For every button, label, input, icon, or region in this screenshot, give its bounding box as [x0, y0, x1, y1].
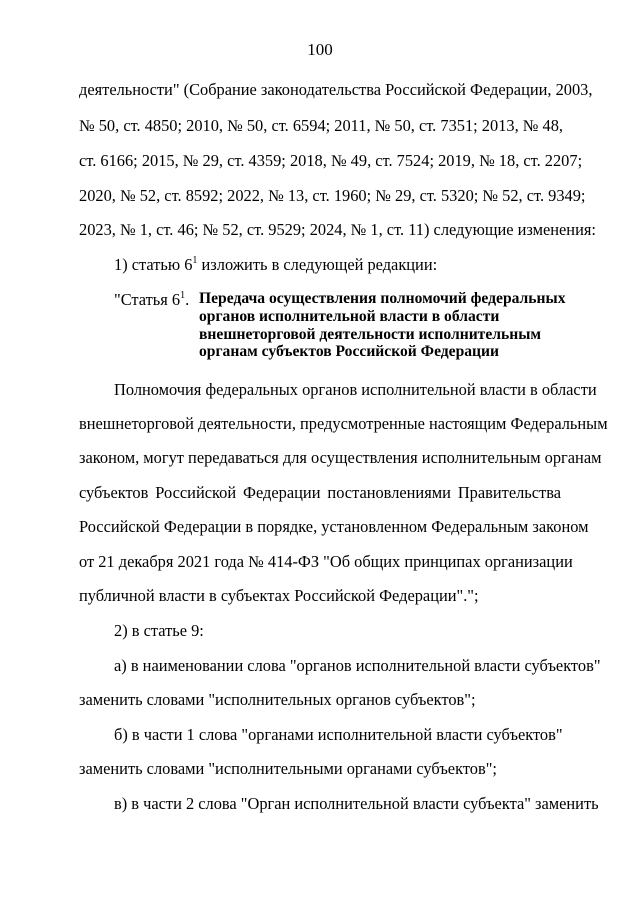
page-number: 100 — [307, 40, 333, 59]
item-1-sup: 1 — [192, 254, 198, 266]
item-1 — [114, 255, 561, 275]
article-title-line: Передача осуществления полномочий федеральных — [199, 290, 566, 307]
item-2b-line: заменить словами "исполнительными органами субъектов"; — [79, 759, 497, 778]
item-2c-line: в) в части 2 слова "Орган исполнительной власти субъекта" заменить — [114, 794, 599, 813]
article-title-line: органам субъектов Российской Федерации — [199, 343, 500, 360]
body-line: Полномочия федеральных органов исполнительной власти в области — [114, 380, 597, 399]
body-line: от 21 декабря 2021 года № 414-ФЗ "Об общих принципах организации — [79, 552, 573, 571]
article-title-line: органов исполнительной власти в области — [199, 308, 500, 325]
item-1-post: изложить в следующей редакции: — [197, 255, 438, 274]
text-line: деятельности" (Собрание законодательства Российской Федерации, 2003, — [79, 80, 593, 99]
article-label-pre: "Статья 6 — [114, 290, 181, 309]
item-1-pre: 1) статью 6 — [114, 255, 193, 274]
body-line: Российской Федерации в порядке, установленном Федеральным законом — [79, 517, 589, 536]
item-2b-line: б) в части 1 слова "органами исполнительной власти субъектов" — [114, 725, 563, 744]
article-label-post: . — [185, 290, 190, 309]
text-line: ст. 6166; 2015, № 29, ст. 4359; 2018, № 49, ст. 7524; 2019, № 18, ст. 2207; — [79, 151, 583, 170]
text-line: 2023, № 1, ст. 46; № 52, ст. 9529; 2024, № 1, ст. 11) следующие изменения: — [79, 220, 596, 239]
article-title-line: внешнеторговой деятельности исполнительным — [199, 326, 542, 343]
text-line: № 50, ст. 4850; 2010, № 50, ст. 6594; 2011, № 50, ст. 7351; 2013, № 48, — [79, 116, 564, 135]
article-label-sup: 1 — [180, 289, 186, 301]
body-line: публичной власти в субъектах Российской Федерации"."; — [79, 586, 479, 605]
item-2: 2) в статье 9: — [114, 621, 204, 640]
body-line: законом, могут передаваться для осуществления исполнительным органам — [79, 448, 602, 467]
article-label — [114, 290, 189, 310]
text-line: 2020, № 52, ст. 8592; 2022, № 13, ст. 1960; № 29, ст. 5320; № 52, ст. 9349; — [79, 186, 586, 205]
item-2a-line: заменить словами "исполнительных органов субъектов"; — [79, 690, 476, 709]
item-2a-line: а) в наименовании слова "органов исполнительной власти субъектов" — [114, 656, 601, 675]
body-line: внешнеторговой деятельности, предусмотренные настоящим Федеральным — [79, 414, 608, 433]
body-line: субъектов Российской Федерации постановлениями Правительства — [79, 483, 561, 502]
